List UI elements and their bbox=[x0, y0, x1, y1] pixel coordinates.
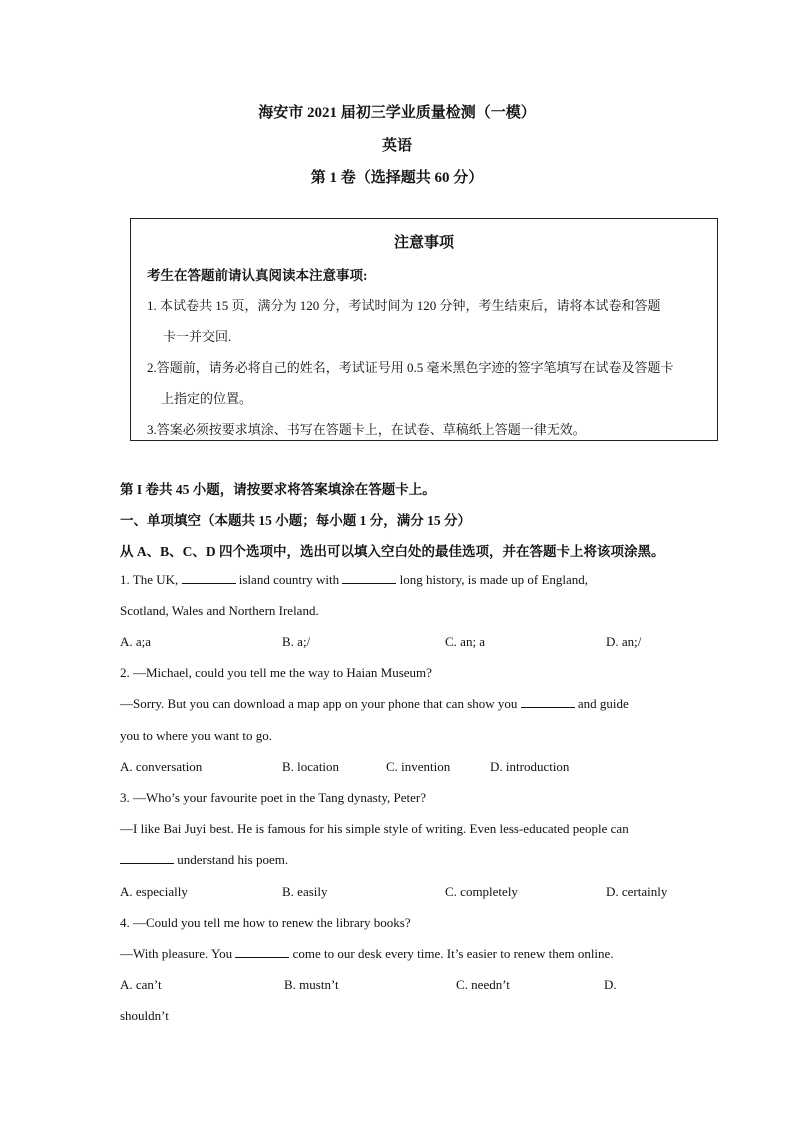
question-2-response bbox=[120, 696, 629, 712]
answer-blank bbox=[120, 853, 174, 864]
q4-option-c: C. needn’t bbox=[456, 977, 510, 992]
q2-option-c: C. invention bbox=[386, 759, 451, 774]
q3-text-part: understand his poem. bbox=[174, 852, 289, 867]
notice-item-3: 3.答案必须按要求填涂、书写在答题卡上，在试卷、草稿纸上答题一律无效。 bbox=[147, 422, 586, 437]
notice-item-1-cont: 卡一并交回. bbox=[163, 329, 232, 344]
volume-title: 第 1 卷（选择题共 60 分） bbox=[310, 170, 484, 186]
answer-blank bbox=[342, 573, 396, 584]
notice-title: 注意事项 bbox=[393, 235, 454, 251]
notice-item-2-cont: 上指定的位置。 bbox=[161, 391, 253, 406]
q4-option-a: A. can’t bbox=[120, 977, 162, 992]
question-3-stem: 3. —Who’s your favourite poet in the Tang dynasty, Peter? bbox=[120, 790, 426, 805]
question-1-stem bbox=[120, 572, 588, 588]
q1-option-c: C. an; a bbox=[445, 634, 486, 649]
question-4-response bbox=[120, 946, 614, 962]
notice-item-1: 1. 本试卷共 15 页，满分为 120 分，考试时间为 120 分钟，考生结束后，请将本试卷和答题 bbox=[147, 298, 661, 313]
q3-option-d: D. certainly bbox=[606, 884, 668, 899]
q4-option-b: B. mustn’t bbox=[284, 977, 339, 992]
section-intro: 第 I 卷共 45 小题，请按要求将答案填涂在答题卡上。 bbox=[120, 482, 436, 497]
notice-box bbox=[130, 218, 718, 441]
q1-option-a: A. a;a bbox=[120, 634, 152, 649]
section-instruction: 从 A、B、C、D 四个选项中，选出可以填入空白处的最佳选项，并在答题卡上将该项涂黑。 bbox=[120, 544, 665, 559]
q2-text-part: —Sorry. But you can download a map app on your phone that can show you bbox=[120, 696, 521, 711]
question-1-stem-cont: Scotland, Wales and Northern Ireland. bbox=[120, 603, 319, 618]
q1-option-b: B. a;/ bbox=[282, 634, 311, 649]
q4-option-d: D. bbox=[604, 977, 617, 992]
q2-option-a: A. conversation bbox=[120, 759, 203, 774]
q1-text-part: long history, is made up of England, bbox=[396, 572, 589, 587]
section-heading: 一、单项填空（本题共 15 小题；每小题 1 分，满分 15 分） bbox=[120, 513, 471, 528]
subject-title: 英语 bbox=[381, 138, 412, 154]
notice-item-2: 2.答题前，请务必将自己的姓名，考试证号用 0.5 毫米黑色字迹的签字笔填写在试卷及答题卡 bbox=[147, 360, 674, 375]
q2-text-part: and guide bbox=[574, 696, 629, 711]
question-2-response-cont: you to where you want to go. bbox=[120, 728, 273, 743]
q4-text-part: come to our desk every time. It’s easier to renew them online. bbox=[289, 946, 614, 961]
question-3-response: —I like Bai Juyi best. He is famous for his simple style of writing. Even less-educated people can bbox=[120, 821, 629, 836]
q3-option-c: C. completely bbox=[445, 884, 518, 899]
q3-option-a: A. especially bbox=[120, 884, 188, 899]
answer-blank bbox=[521, 697, 575, 708]
q2-option-b: B. location bbox=[282, 759, 340, 774]
question-2-stem: 2. —Michael, could you tell me the way to Haian Museum? bbox=[120, 665, 432, 680]
question-3-response-cont bbox=[120, 852, 288, 868]
q4-text-part: —With pleasure. You bbox=[120, 946, 236, 961]
q3-option-b: B. easily bbox=[282, 884, 328, 899]
exam-title: 海安市 2021 届初三学业质量检测（一模） bbox=[258, 105, 536, 121]
question-4-stem: 4. —Could you tell me how to renew the library books? bbox=[120, 915, 411, 930]
answer-blank bbox=[235, 947, 289, 958]
q2-option-d: D. introduction bbox=[490, 759, 570, 774]
q1-text-part: 1. The UK, bbox=[120, 572, 182, 587]
q1-option-d: D. an;/ bbox=[606, 634, 642, 649]
q1-text-part: island country with bbox=[235, 572, 343, 587]
q4-option-d-cont: shouldn’t bbox=[120, 1008, 169, 1023]
answer-blank bbox=[182, 573, 236, 584]
notice-intro: 考生在答题前请认真阅读本注意事项: bbox=[147, 268, 368, 283]
